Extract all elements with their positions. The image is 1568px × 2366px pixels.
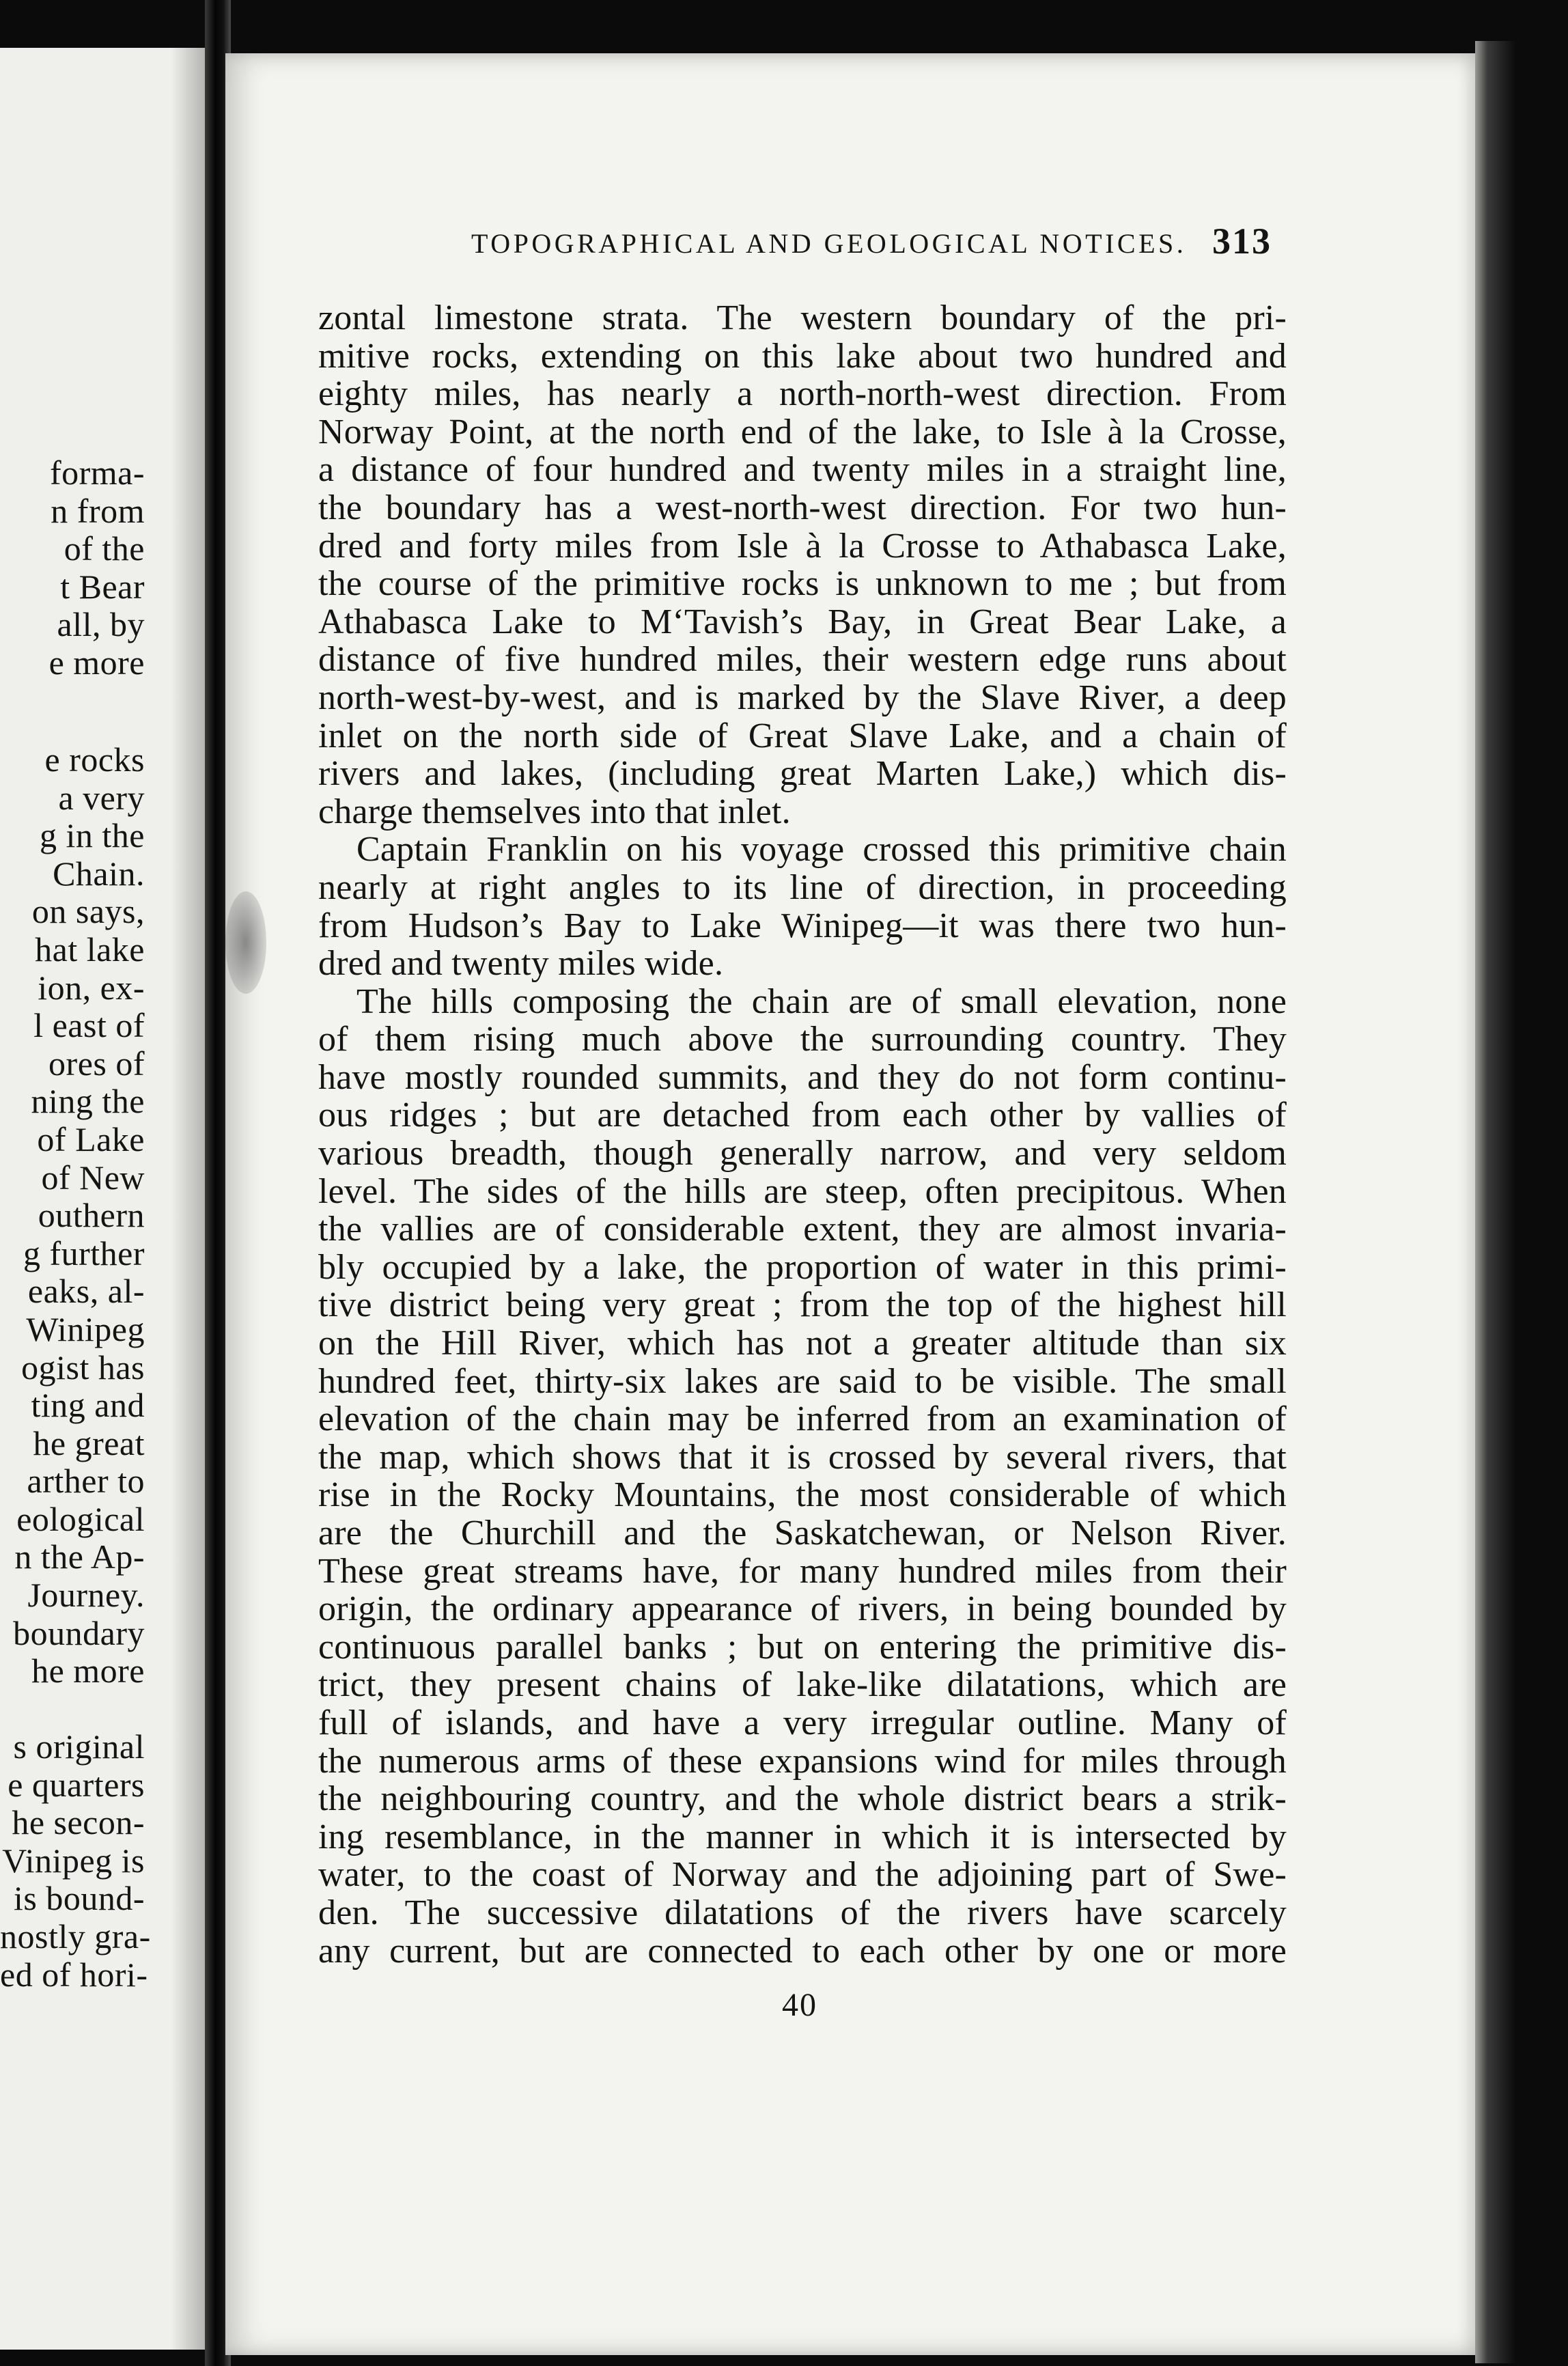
text-line: These great streams have, for many hundred miles from their bbox=[318, 1551, 1287, 1591]
text-line: inlet on the north side of Great Slave Lake, and a chain of bbox=[318, 716, 1287, 755]
body-text bbox=[318, 299, 1287, 1970]
facing-page-line: e more bbox=[48, 643, 145, 682]
text-line: Captain Franklin on his voyage crossed this primitive chain bbox=[356, 830, 1287, 869]
text-line: dred and forty miles from Isle à la Crosse to Athabasca Lake, bbox=[318, 526, 1287, 566]
facing-page-line: all, by bbox=[57, 605, 145, 644]
facing-page-line: arther to bbox=[27, 1462, 145, 1501]
facing-page-line: ting and bbox=[31, 1386, 145, 1425]
facing-page-line: of New bbox=[41, 1158, 145, 1197]
text-line: charge themselves into that inlet. bbox=[318, 792, 791, 831]
text-line: bly occupied by a lake, the proportion of water in this primi- bbox=[318, 1247, 1287, 1287]
text-line: the vallies are of considerable extent, they are almost invaria- bbox=[318, 1210, 1287, 1249]
text-line: the boundary has a west-north-west direction. For two hun- bbox=[318, 488, 1287, 527]
facing-page-line: a very bbox=[58, 778, 145, 817]
text-line: the course of the primitive rocks is unknown to me ; but from bbox=[318, 564, 1287, 604]
text-line: have mostly rounded summits, and they do not form continu- bbox=[318, 1057, 1287, 1097]
facing-page-line: n the Ap- bbox=[14, 1537, 145, 1576]
facing-page-line: boundary bbox=[13, 1613, 145, 1652]
text-line: rivers and lakes, (including great Marten Lake,) which dis- bbox=[318, 754, 1287, 794]
text-line: continuous parallel banks ; but on entering the primitive dis- bbox=[318, 1627, 1287, 1667]
facing-page-line: g in the bbox=[40, 816, 145, 855]
facing-page-line: on says, bbox=[31, 892, 145, 931]
text-line: Athabasca Lake to M‘Tavish’s Bay, in Great Bear Lake, a bbox=[318, 602, 1287, 641]
facing-page-line: hat lake bbox=[35, 930, 145, 969]
running-head bbox=[471, 225, 1277, 260]
facing-page-line: is bound- bbox=[14, 1879, 145, 1918]
text-line: elevation of the chain may be inferred from an examination of bbox=[318, 1400, 1287, 1439]
ink-blot bbox=[225, 891, 266, 994]
text-line: mitive rocks, extending on this lake about two hundred and bbox=[318, 336, 1287, 376]
text-line: of them rising much above the surrounding country. They bbox=[318, 1020, 1287, 1059]
facing-page-line: ogist has bbox=[21, 1348, 145, 1387]
text-line: level. The sides of the hills are steep, often precipitous. When bbox=[318, 1171, 1287, 1211]
text-line: eighty miles, has nearly a north-north-west direction. From bbox=[318, 374, 1287, 414]
facing-page-line: Winipeg bbox=[26, 1309, 145, 1348]
facing-page-line: ores of bbox=[48, 1044, 145, 1083]
running-head-title: TOPOGRAPHICAL AND GEOLOGICAL NOTICES. bbox=[471, 228, 1187, 259]
facing-page-line: Vinipeg is bbox=[2, 1841, 145, 1880]
facing-page-line: ed of hori- bbox=[0, 1955, 148, 1994]
text-line: ing resemblance, in the manner in which it is intersected by bbox=[318, 1817, 1287, 1856]
facing-page-line: n from bbox=[51, 491, 145, 530]
text-line: zontal limestone strata. The western boundary of the pri- bbox=[318, 298, 1287, 337]
text-line: north-west-by-west, and is marked by the Slave River, a deep bbox=[318, 678, 1287, 717]
facing-page-line: ion, ex- bbox=[38, 968, 145, 1007]
text-line: nearly at right angles to its line of direction, in proceeding bbox=[318, 867, 1287, 907]
text-line: dred and twenty miles wide. bbox=[318, 944, 724, 984]
text-line: are the Churchill and the Saskatchewan, or Nelson River. bbox=[318, 1514, 1287, 1553]
facing-page-line: he great bbox=[33, 1423, 145, 1462]
text-line: from Hudson’s Bay to Lake Winipeg—it was there two hun- bbox=[318, 906, 1287, 945]
facing-page-line: t Bear bbox=[60, 567, 145, 606]
facing-page-line: Journey. bbox=[27, 1576, 145, 1615]
facing-page-line: e quarters bbox=[8, 1765, 145, 1804]
facing-page-line: of the bbox=[64, 529, 145, 568]
text-line: any current, but are connected to each other by one or more bbox=[318, 1931, 1287, 1971]
text-line: distance of five hundred miles, their western edge runs about bbox=[318, 640, 1287, 680]
facing-page-line: e rocks bbox=[44, 740, 145, 779]
facing-page-line: g further bbox=[23, 1234, 145, 1272]
facing-page-line: Chain. bbox=[53, 854, 145, 893]
facing-page-line: ning the bbox=[31, 1082, 145, 1121]
facing-page-line: forma- bbox=[49, 454, 145, 492]
text-line: hundred feet, thirty-six lakes are said to be visible. The small bbox=[318, 1361, 1287, 1401]
text-line: ous ridges ; but are detached from each other by vallies of bbox=[318, 1096, 1287, 1135]
text-line: the neighbouring country, and the whole district bears a strik- bbox=[318, 1779, 1287, 1819]
text-line: water, to the coast of Norway and the adjoining part of Swe- bbox=[318, 1855, 1287, 1895]
facing-page-shadow bbox=[171, 48, 205, 2350]
text-line: origin, the ordinary appearance of rivers, in being bounded by bbox=[318, 1589, 1287, 1629]
text-line: trict, they present chains of lake-like dilatations, which are bbox=[318, 1665, 1287, 1705]
signature-mark: 40 bbox=[782, 1987, 817, 2023]
facing-page-line: l east of bbox=[33, 1006, 145, 1045]
facing-page-line: nostly gra- bbox=[0, 1917, 151, 1956]
facing-page-line: he secon- bbox=[12, 1803, 145, 1842]
text-line: The hills composing the chain are of small elevation, none bbox=[356, 982, 1287, 1021]
text-line: various breadth, though generally narrow, and very seldom bbox=[318, 1134, 1287, 1173]
text-line: full of islands, and have a very irregular outline. Many of bbox=[318, 1703, 1287, 1742]
facing-page-line: eaks, al- bbox=[27, 1272, 145, 1311]
text-line: the numerous arms of these expansions wind for miles through bbox=[318, 1741, 1287, 1781]
facing-page-line: outhern bbox=[38, 1196, 145, 1235]
facing-page-line: he more bbox=[31, 1652, 145, 1690]
facing-page-line: of Lake bbox=[37, 1119, 145, 1158]
facing-page bbox=[0, 48, 205, 2350]
text-line: on the Hill River, which has not a greater altitude than six bbox=[318, 1324, 1287, 1363]
facing-page-line: s original bbox=[13, 1727, 145, 1766]
text-line: rise in the Rocky Mountains, the most considerable of which bbox=[318, 1475, 1287, 1515]
page-number: 313 bbox=[1212, 221, 1272, 262]
text-line: a distance of four hundred and twenty miles in a straight line, bbox=[318, 450, 1287, 490]
text-line: tive district being very great ; from the top of the highest hill bbox=[318, 1285, 1287, 1325]
text-line: Norway Point, at the north end of the lake, to Isle à la Crosse, bbox=[318, 412, 1287, 451]
page-edge bbox=[1475, 41, 1516, 2363]
text-line: den. The successive dilatations of the rivers have scarcely bbox=[318, 1893, 1287, 1932]
facing-page-line: eological bbox=[16, 1499, 145, 1538]
text-line: the map, which shows that it is crossed by several rivers, that bbox=[318, 1437, 1287, 1477]
